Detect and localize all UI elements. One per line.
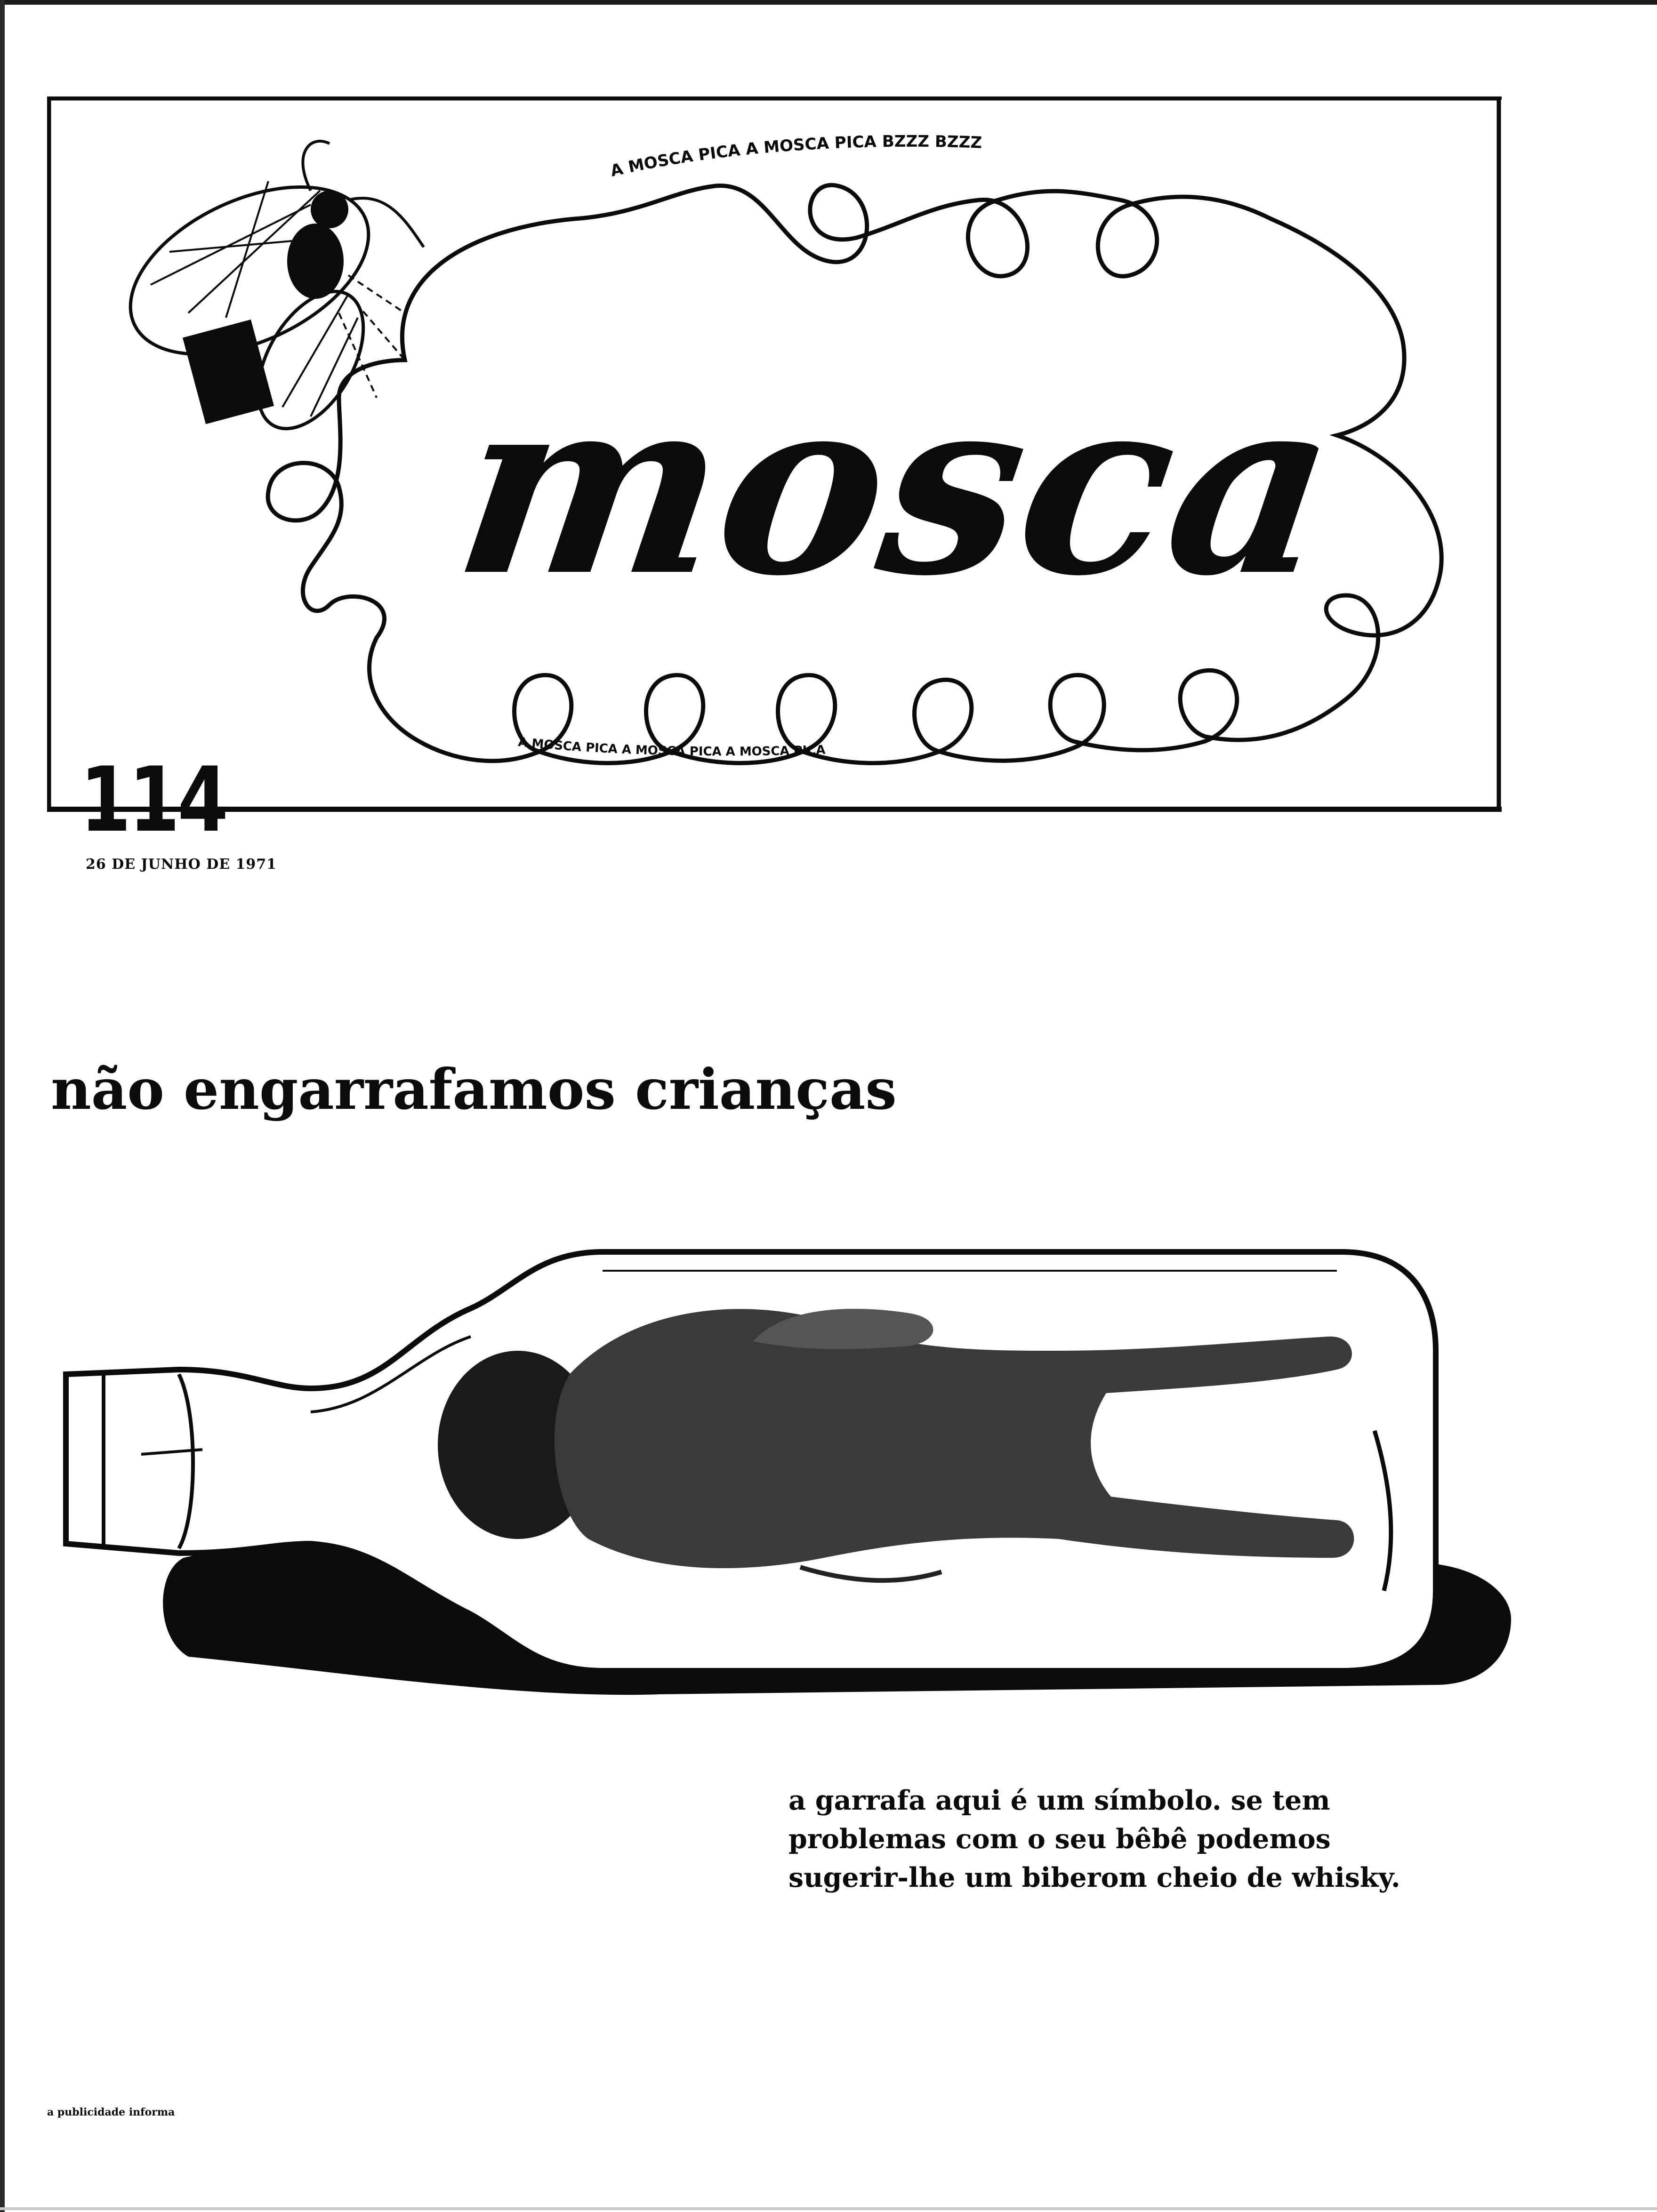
fly-icon: [105, 141, 424, 447]
page-edge-bottom: [0, 2207, 1657, 2210]
page-edge-left: [0, 0, 5, 2212]
bottle-illustration: [47, 1233, 1520, 1699]
issue-date: 26 DE JUNHO DE 1971: [86, 856, 277, 873]
bottle-icon: [47, 1233, 1520, 1699]
masthead-title: mosca: [442, 342, 1351, 630]
page-edge-top: [0, 0, 1657, 5]
loop-text-top: A MOSCA PICA A MOSCA PICA BZZZ BZZZ: [609, 132, 982, 181]
issue-number: 114: [80, 748, 226, 852]
footer-credit: a publicidade informa: [47, 2106, 175, 2118]
masthead-frame: [47, 96, 1502, 812]
loop-text-bottom: A MOSCA PICA A MOSCA PICA A MOSCA PICA: [517, 735, 826, 759]
masthead: [47, 96, 1502, 873]
headline: não engarrafamos crianças: [51, 1057, 897, 1122]
body-copy: a garrafa aqui é um símbolo. se tem problemas com o seu bêbê podemos sugerir-lhe um biberom cheio de whisky.: [788, 1785, 1400, 1893]
